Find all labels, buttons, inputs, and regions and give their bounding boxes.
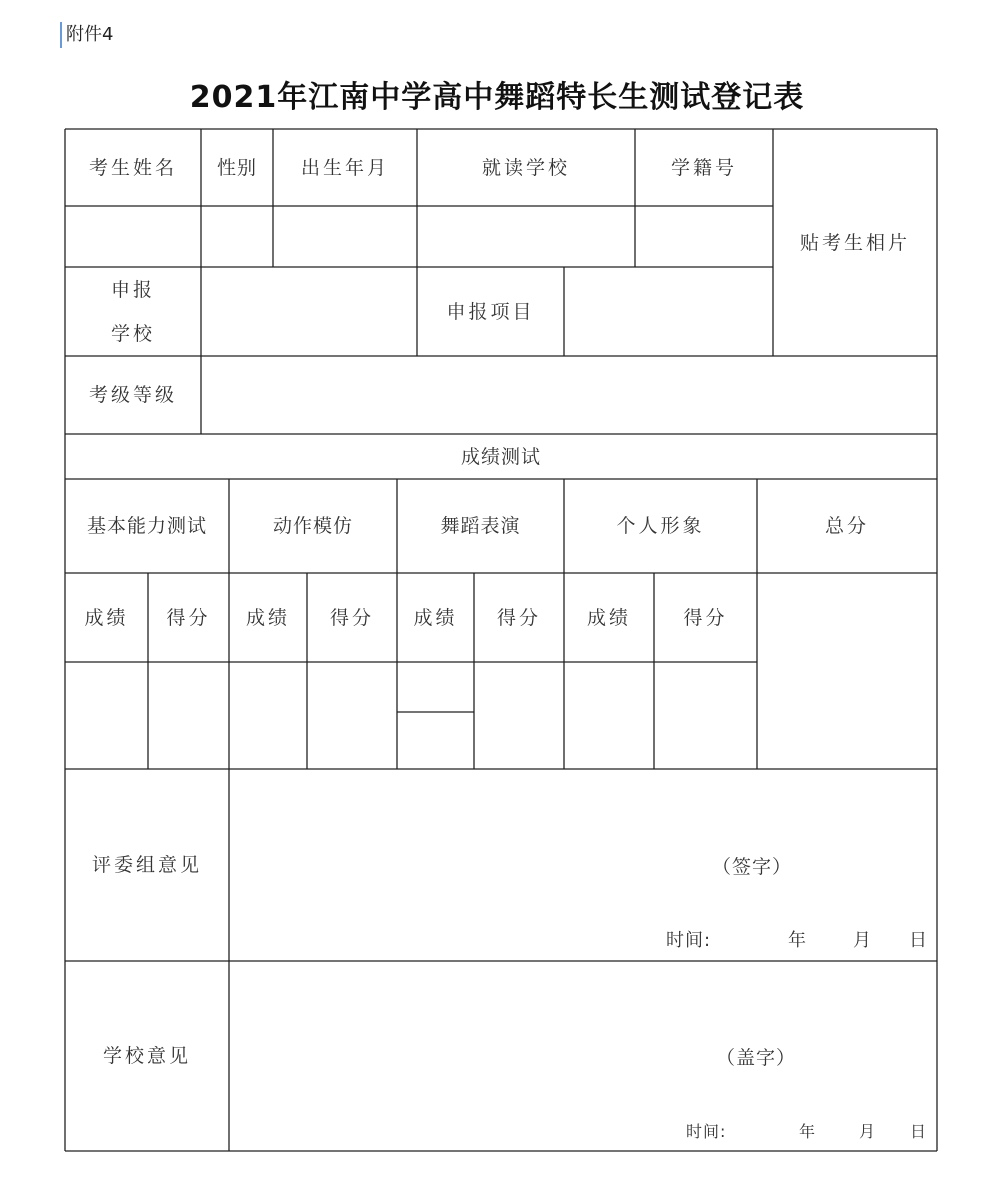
label-panel-opinion: 评委组意见 (91, 854, 202, 876)
points-field-3[interactable] (474, 662, 564, 769)
points-field-1[interactable] (148, 662, 229, 769)
label-points-4: 得分 (683, 606, 728, 629)
total-field[interactable] (757, 573, 937, 769)
label-school-opinion: 学校意见 (102, 1045, 191, 1067)
label-report-school-line1: 申报 (110, 278, 155, 301)
school-time-label: 时间: (686, 1122, 727, 1141)
panel-year-label: 年 (788, 930, 807, 951)
points-field-2[interactable] (307, 662, 397, 769)
school-year-label: 年 (799, 1122, 817, 1141)
photo-area: 贴考生相片 (799, 231, 910, 254)
label-points-1: 得分 (166, 606, 211, 629)
label-score-3: 成绩 (413, 606, 458, 629)
label-score-2: 成绩 (245, 606, 290, 629)
school-month-label: 月 (859, 1122, 877, 1141)
report-school-field[interactable] (201, 267, 417, 356)
label-student-no: 学籍号 (670, 156, 737, 179)
panel-month-label: 月 (853, 930, 872, 951)
label-image: 个人形象 (616, 515, 705, 537)
points-field-4[interactable] (654, 662, 757, 769)
label-score-1: 成绩 (84, 606, 129, 629)
panel-sign-label: （签字） (712, 856, 793, 878)
score-field-1[interactable] (65, 662, 148, 769)
birth-field[interactable] (273, 206, 417, 267)
form-title: 2021年江南中学高中舞蹈特长生测试登记表 (189, 80, 805, 115)
attachment-label: 附件4 (60, 22, 113, 48)
score-field-3a[interactable] (397, 662, 474, 712)
label-report-school (65, 267, 201, 356)
gender-field[interactable] (201, 206, 273, 267)
school-field[interactable] (417, 206, 635, 267)
label-imitation: 动作模仿 (272, 515, 353, 537)
school-opinion-field[interactable] (229, 961, 937, 1151)
label-school: 就读学校 (481, 156, 570, 179)
grade-level-field[interactable] (201, 356, 937, 434)
label-grade-level: 考级等级 (88, 384, 177, 406)
label-total: 总分 (824, 515, 869, 537)
label-gender: 性别 (216, 156, 257, 179)
label-basic-test: 基本能力测试 (86, 515, 207, 537)
section-score-test: 成绩测试 (460, 445, 541, 468)
label-report-school-line2: 学校 (110, 322, 155, 345)
school-seal-label: （盖字） (716, 1047, 797, 1069)
panel-time-label: 时间: (666, 930, 712, 951)
score-field-4[interactable] (564, 662, 654, 769)
label-report-item: 申报项目 (446, 300, 535, 323)
school-day-label: 日 (910, 1122, 928, 1141)
report-item-field[interactable] (564, 267, 773, 356)
panel-opinion-field[interactable] (229, 769, 937, 961)
label-points-3: 得分 (496, 606, 541, 629)
name-field[interactable] (65, 206, 201, 267)
label-points-2: 得分 (329, 606, 374, 629)
label-birth: 出生年月 (300, 156, 389, 179)
score-field-3b[interactable] (397, 712, 474, 769)
label-name: 考生姓名 (88, 156, 177, 179)
label-performance: 舞蹈表演 (440, 515, 521, 537)
student-no-field[interactable] (635, 206, 773, 267)
score-field-2[interactable] (229, 662, 307, 769)
label-score-4: 成绩 (586, 606, 631, 629)
panel-day-label: 日 (909, 930, 928, 951)
